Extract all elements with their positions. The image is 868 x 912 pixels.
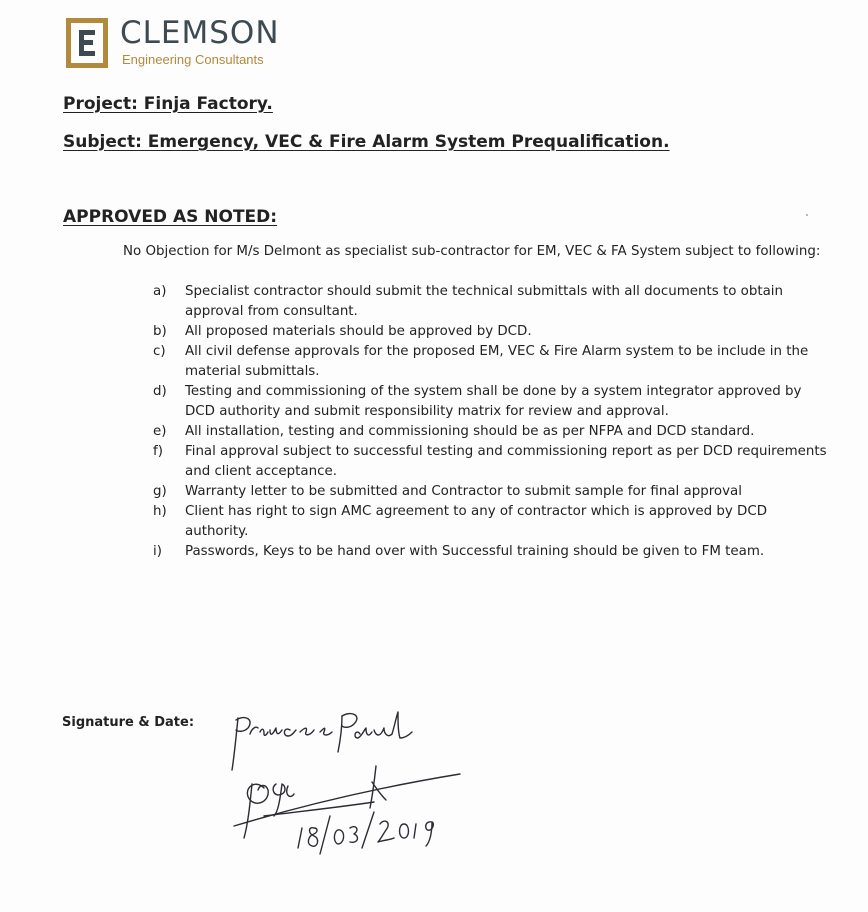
conditions-list — [153, 282, 833, 562]
condition-item — [153, 502, 833, 542]
condition-text: Client has right to sign AMC agreement to any of contractor which is approved by DCD authority. — [185, 504, 768, 539]
subject-title: Subject: Emergency, VEC & Fire Alarm System Prequalification. — [63, 132, 670, 152]
condition-marker: a) — [153, 284, 167, 299]
company-logo — [66, 14, 326, 68]
condition-text: Passwords, Keys to be hand over with Successful training should be given to FM team. — [185, 544, 765, 559]
condition-item — [153, 342, 833, 382]
logo-name: CLEMSON — [120, 15, 280, 51]
condition-marker: b) — [153, 324, 167, 339]
condition-item — [153, 322, 833, 342]
condition-text: All installation, testing and commissioning should be as per NFPA and DCD standard. — [185, 424, 755, 439]
condition-marker: i) — [153, 544, 162, 559]
intro-paragraph: No Objection for M/s Delmont as specialist sub-contractor for EM, VEC & FA System subject to following: — [123, 244, 821, 259]
condition-item — [153, 442, 833, 482]
condition-marker: h) — [153, 504, 167, 519]
condition-marker: d) — [153, 384, 167, 399]
condition-text: All civil defense approvals for the proposed EM, VEC & Fire Alarm system to be include in the material submittals. — [185, 344, 809, 379]
approval-status-heading: APPROVED AS NOTED: — [63, 207, 278, 227]
condition-marker: c) — [153, 344, 166, 359]
handwritten-signature — [224, 708, 474, 858]
signature-label: Signature & Date: — [62, 715, 195, 730]
condition-marker: e) — [153, 424, 167, 439]
condition-text: All proposed materials should be approved by DCD. — [185, 324, 532, 339]
condition-marker: f) — [153, 444, 163, 459]
condition-text: Warranty letter to be submitted and Contractor to submit sample for final approval — [185, 484, 742, 499]
clemson-logo-icon — [66, 18, 108, 68]
project-title: Project: Finja Factory. — [63, 94, 273, 114]
logo-tagline: Engineering Consultants — [122, 52, 264, 67]
condition-text: Specialist contractor should submit the technical submittals with all documents to obtain approval from consultant. — [185, 284, 784, 319]
condition-marker: g) — [153, 484, 167, 499]
condition-item — [153, 482, 833, 502]
condition-text: Testing and commissioning of the system shall be done by a system integrator approved by DCD authority and submit responsibility matrix for review and approval. — [185, 384, 802, 419]
condition-item — [153, 422, 833, 442]
condition-text: Final approval subject to successful testing and commissioning report as per DCD requirements and client acceptance. — [185, 444, 827, 479]
condition-item — [153, 382, 833, 422]
condition-item — [153, 542, 833, 562]
condition-item — [153, 282, 833, 322]
scan-speck — [806, 214, 808, 216]
